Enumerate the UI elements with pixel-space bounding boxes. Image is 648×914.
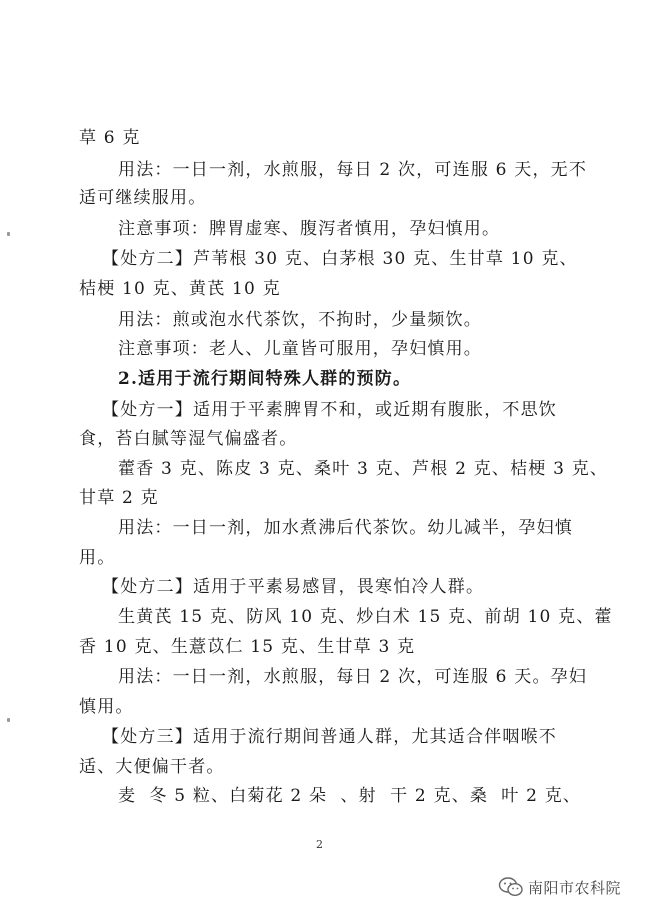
wechat-icon — [498, 876, 524, 898]
text-line: 麦 冬 5 粒、白菊花 2 朵 、射 干 2 克、桑 叶 2 克、 — [118, 786, 582, 806]
text-line: 注意事项：老人、儿童皆可服用，孕妇慎用。 — [118, 339, 482, 359]
scan-mark — [7, 718, 10, 722]
text-line: 【处方二】适用于平素易感冒，畏寒怕冷人群。 — [102, 577, 485, 597]
text-line: 用法：一日一剂，加水煮沸后代茶饮。幼儿减半，孕妇慎 — [118, 518, 573, 538]
text-line: 用法：一日一剂，水煎服，每日 2 次，可连服 6 天。孕妇 — [118, 667, 588, 687]
text-line: 注意事项：脾胃虚寒、腹泻者慎用，孕妇慎用。 — [118, 219, 501, 239]
text-line: 适、大便偏干者。 — [79, 757, 225, 777]
text-line: 食，苔白腻等湿气偏盛者。 — [79, 429, 298, 449]
text-line: 香 10 克、生薏苡仁 15 克、生甘草 3 克 — [79, 637, 416, 657]
page-number: 2 — [316, 838, 323, 851]
text-line: 用法：煎或泡水代茶饮，不拘时，少量频饮。 — [118, 310, 482, 330]
text-line: 适可继续服用。 — [79, 188, 207, 208]
text-line: 用法：一日一剂，水煎服，每日 2 次，可连服 6 天，无不 — [118, 160, 588, 180]
text-line: 甘草 2 克 — [79, 488, 159, 508]
watermark-text: 南阳市农科院 — [528, 879, 622, 897]
text-line: 【处方三】适用于流行期间普通人群，尤其适合伴咽喉不 — [102, 727, 557, 747]
text-line: 生黄芪 15 克、防风 10 克、炒白术 15 克、前胡 10 克、藿 — [118, 607, 613, 627]
text-line: 【处方一】适用于平素脾胃不和，或近期有腹胀，不思饮 — [102, 400, 557, 420]
text-line: 藿香 3 克、陈皮 3 克、桑叶 3 克、芦根 2 克、桔梗 3 克、 — [118, 459, 609, 479]
text-line: 用。 — [79, 548, 116, 568]
text-line: 【处方二】芦苇根 30 克、白茅根 30 克、生甘草 10 克、 — [102, 249, 578, 269]
text-line: 桔梗 10 克、黄芪 10 克 — [79, 279, 281, 299]
scan-mark — [7, 232, 10, 236]
section-heading: 2.适用于流行期间特殊人群的预防。 — [118, 369, 412, 389]
text-line: 慎用。 — [79, 697, 134, 717]
text-line: 草 6 克 — [79, 128, 141, 148]
